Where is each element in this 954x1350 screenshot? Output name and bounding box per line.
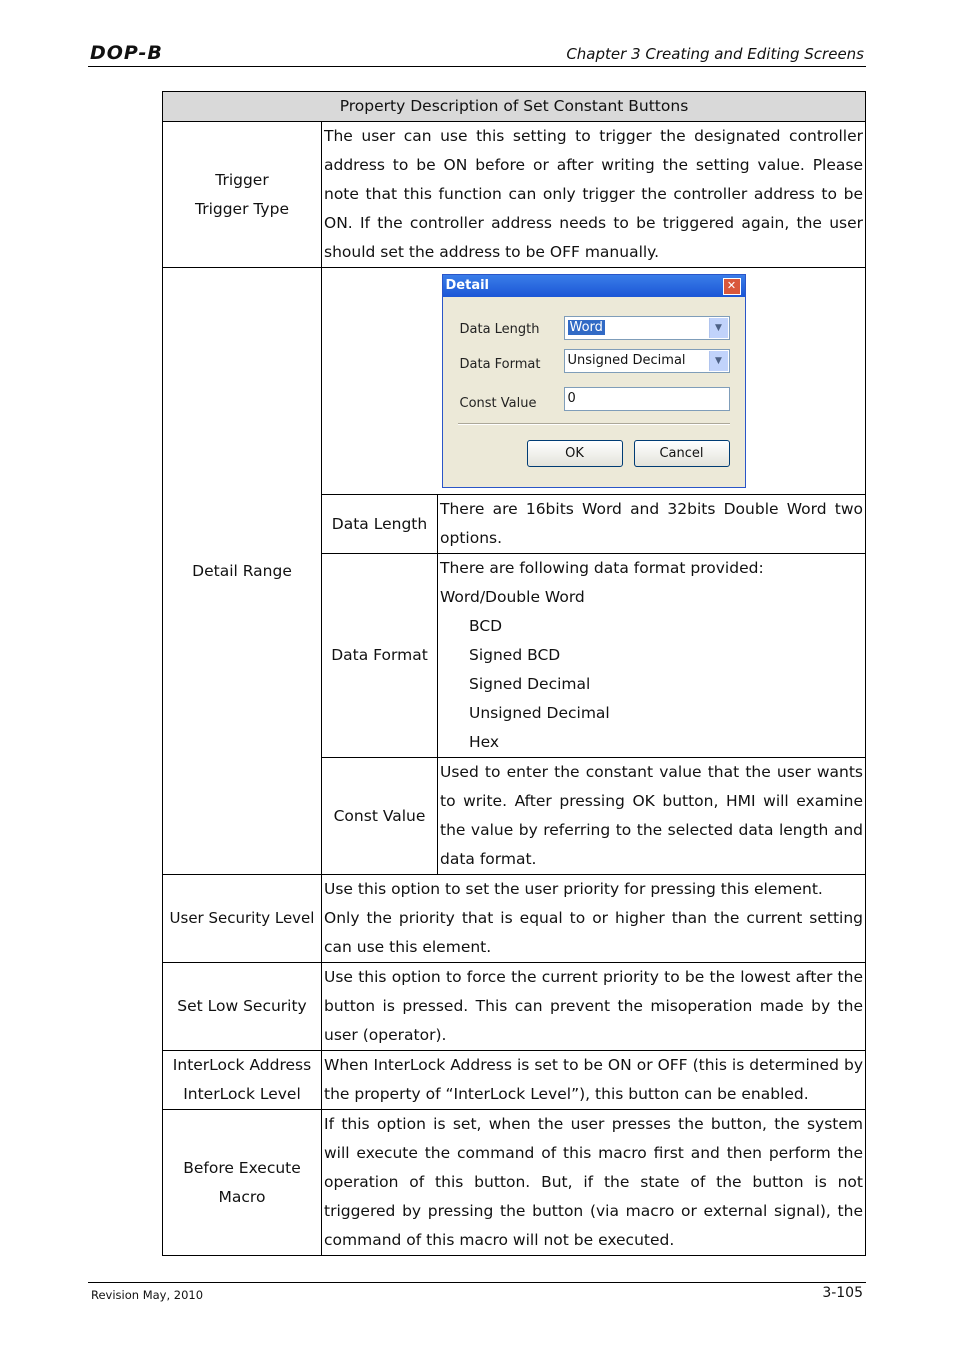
data-format-label: Data Format [322,554,438,758]
data-length-label: Data Length [459,321,540,337]
data-format-intro: There are following data format provided: [440,559,764,577]
header-rule [88,66,866,67]
chapter-title: Chapter 3 Creating and Editing Screens [566,45,864,63]
chevron-down-icon[interactable]: ▼ [709,318,728,338]
data-format-description [438,554,866,758]
user-security-label: User Security Level [163,875,322,963]
interlock-label: InterLock Address InterLock Level [163,1051,322,1110]
property-table [162,91,866,1256]
list-item: Signed Decimal [469,675,591,693]
list-item: Hex [469,733,500,751]
close-icon[interactable]: ✕ [723,278,741,295]
table-title: Property Description of Set Constant Buttons [163,92,866,122]
data-length-select[interactable]: Word ▼ [564,316,730,340]
list-item: Unsigned Decimal [469,704,610,722]
const-value-label: Const Value [459,395,537,411]
data-format-label: Data Format [459,356,541,372]
dialog-divider [458,423,730,425]
cancel-button[interactable]: Cancel [634,440,730,467]
user-security-description: Use this option to set the user priority for pressing this element. Only the priority that is equal to or higher than the current setting can use this element. [322,875,866,963]
const-value-label: Const Value [322,758,438,875]
list-item: BCD [469,617,503,635]
chevron-down-icon[interactable]: ▼ [709,351,728,371]
const-value-input[interactable]: 0 [564,387,730,411]
detail-range-label: Detail Range [163,268,322,875]
macro-label: Before Execute Macro [163,1110,322,1256]
interlock-description: When InterLock Address is set to be ON or OFF (this is determined by the property of “InterLock Level”), this button can be enabled. [322,1051,866,1110]
macro-description: If this option is set, when the user presses the button, the system will execute the command of this macro first and then perform the operation of this button. But, if the state of the button is not triggered by pressing the button (via macro or external signal), the command of this macro will not be executed. [322,1110,866,1256]
trigger-description: The user can use this setting to trigger the designated controller address to be ON before or after writing the setting value. Please note that this function can only trigger the controller address to be ON. If the controller address needs to be triggered again, the user should set the address to be OFF manually. [322,122,866,268]
list-item: Signed BCD [469,646,561,664]
const-value-description: Used to enter the constant value that the user wants to write. After pressing OK button, HMI will examine the value by referring to the selected data length and data format. [438,758,866,875]
footer-rule [88,1282,866,1283]
ok-button[interactable]: OK [527,440,623,467]
page-number: 3-105 [822,1285,863,1301]
logo: DOP-B [90,42,163,64]
revision-text: Revision May, 2010 [91,1288,204,1302]
dialog-title: Detail [443,275,745,297]
data-format-select[interactable]: Unsigned Decimal ▼ [564,349,730,373]
data-length-label: Data Length [322,495,438,554]
low-security-label: Set Low Security [163,963,322,1051]
detail-dialog [442,274,746,488]
detail-dialog-cell [322,268,866,495]
data-format-group: Word/Double Word [440,588,585,606]
data-length-description: There are 16bits Word and 32bits Double Word two options. [438,495,866,554]
trigger-label: Trigger Trigger Type [163,122,322,268]
low-security-description: Use this option to force the current priority to be the lowest after the button is pressed. This can prevent the misoperation made by the user (operator). [322,963,866,1051]
